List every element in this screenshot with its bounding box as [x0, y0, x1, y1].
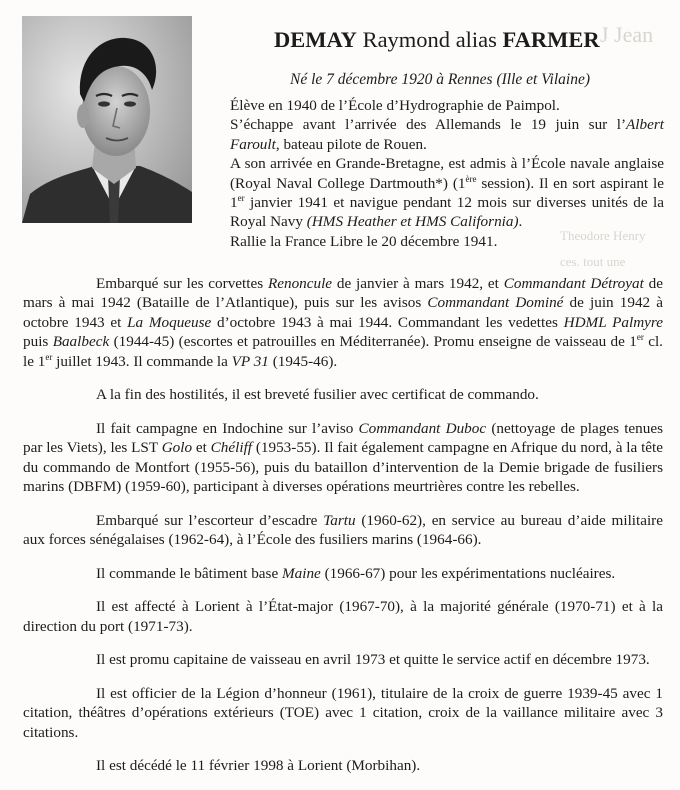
portrait-photo: [22, 16, 192, 223]
intro-paragraph: S’échappe avant l’arrivée des Allemands le 19 juin sur l’Albert Faroult, bateau pilote de Rouen.: [230, 116, 664, 153]
body-paragraph: Il fait campagne en Indochine sur l’aviso Commandant Duboc (nettoyage de plages tenues par les Viets), les LST Golo et Chéliff (1953-55). Il fait également campagne en Afrique du nord, à la tête du commando de Montfort (1955-56), puis du bataillon d’intervention de la Demie brigade de fusiliers marins (DBFM) (1959-60), participant à diverses opérations meurtrières contre les rebelles.: [23, 419, 664, 496]
body-paragraph: Embarqué sur les corvettes Renoncule de janvier à mars 1942, et Commandant Détroyat de mars à mai 1942 (Bataille de l’Atlantique), puis sur les avisos Commandant Dominé de juin 1942 à octobre 1943 et La Moqueuse d’octobre 1943 à mai 1944. Commandant les vedettes HDML Palmyre puis Baalbeck (1944-45) (escortes et patrouilles en Méditerranée). Promu enseigne de vaisseau de 1er cl. le 1er juillet 1943. Il commande la VP 31 (1945-46).: [23, 275, 663, 370]
person-name-heading: [274, 27, 600, 53]
intro-paragraph: Élève en 1940 de l’École d’Hydrographie de Paimpol.: [230, 97, 560, 114]
bleed-through-text: ces. tout une: [560, 254, 626, 269]
birth-line: Né le 7 décembre 1920 à Rennes (Ille et Vilaine): [290, 71, 590, 88]
given-name: Raymond: [362, 27, 451, 52]
body-paragraph: Il est décédé le 11 février 1998 à Lorient (Morbihan).: [96, 757, 421, 775]
body-paragraph: Embarqué sur l’escorteur d’escadre Tartu (1960-62), en service au bureau d’aide militaire aux forces sénégalaises (1962-64), à l’École des fusiliers marins (1964-66).: [23, 511, 663, 549]
intro-paragraph: A son arrivée en Grande-Bretagne, est admis à l’École navale anglaise (Royal Naval College Dartmouth*) (1ère session). Il en sort aspirant le 1er janvier 1941 et navigue pendant 12 mois sur diverses unités de la Royal Navy (HMS Heather et HMS California).: [230, 155, 664, 231]
body-paragraph: Il commande le bâtiment base Maine (1966-67) pour les expérimentations nucléaires.: [96, 564, 616, 582]
surname: DEMAY: [274, 27, 357, 52]
body-paragraph: Il est promu capitaine de vaisseau en avril 1973 et quitte le service actif en décembre 1973.: [96, 651, 650, 669]
body-paragraph: Il est officier de la Légion d’honneur (1961), titulaire de la croix de guerre 1939-45 avec 1 citation, théâtres d’opérations extérieurs (TOE) avec 1 citation, croix de la vaillance militaire avec 3 citations.: [23, 684, 663, 741]
biography-body: [23, 274, 663, 790]
bleed-through-text: J Jean: [600, 22, 654, 47]
body-paragraph: Il est affecté à Lorient à l’État-major (1967-70), à la majorité générale (1970-71) et à la direction du port (1971-73).: [23, 598, 663, 635]
alias-word: alias: [455, 27, 497, 52]
body-paragraph: A la fin des hostilités, il est breveté fusilier avec certificat de commando.: [96, 386, 539, 404]
bleed-through-text: Theodore Henry: [560, 228, 646, 243]
intro-block: [230, 96, 664, 251]
intro-paragraph: Rallie la France Libre le 20 décembre 1941.: [230, 232, 498, 250]
alias-name: FARMER: [502, 27, 600, 52]
